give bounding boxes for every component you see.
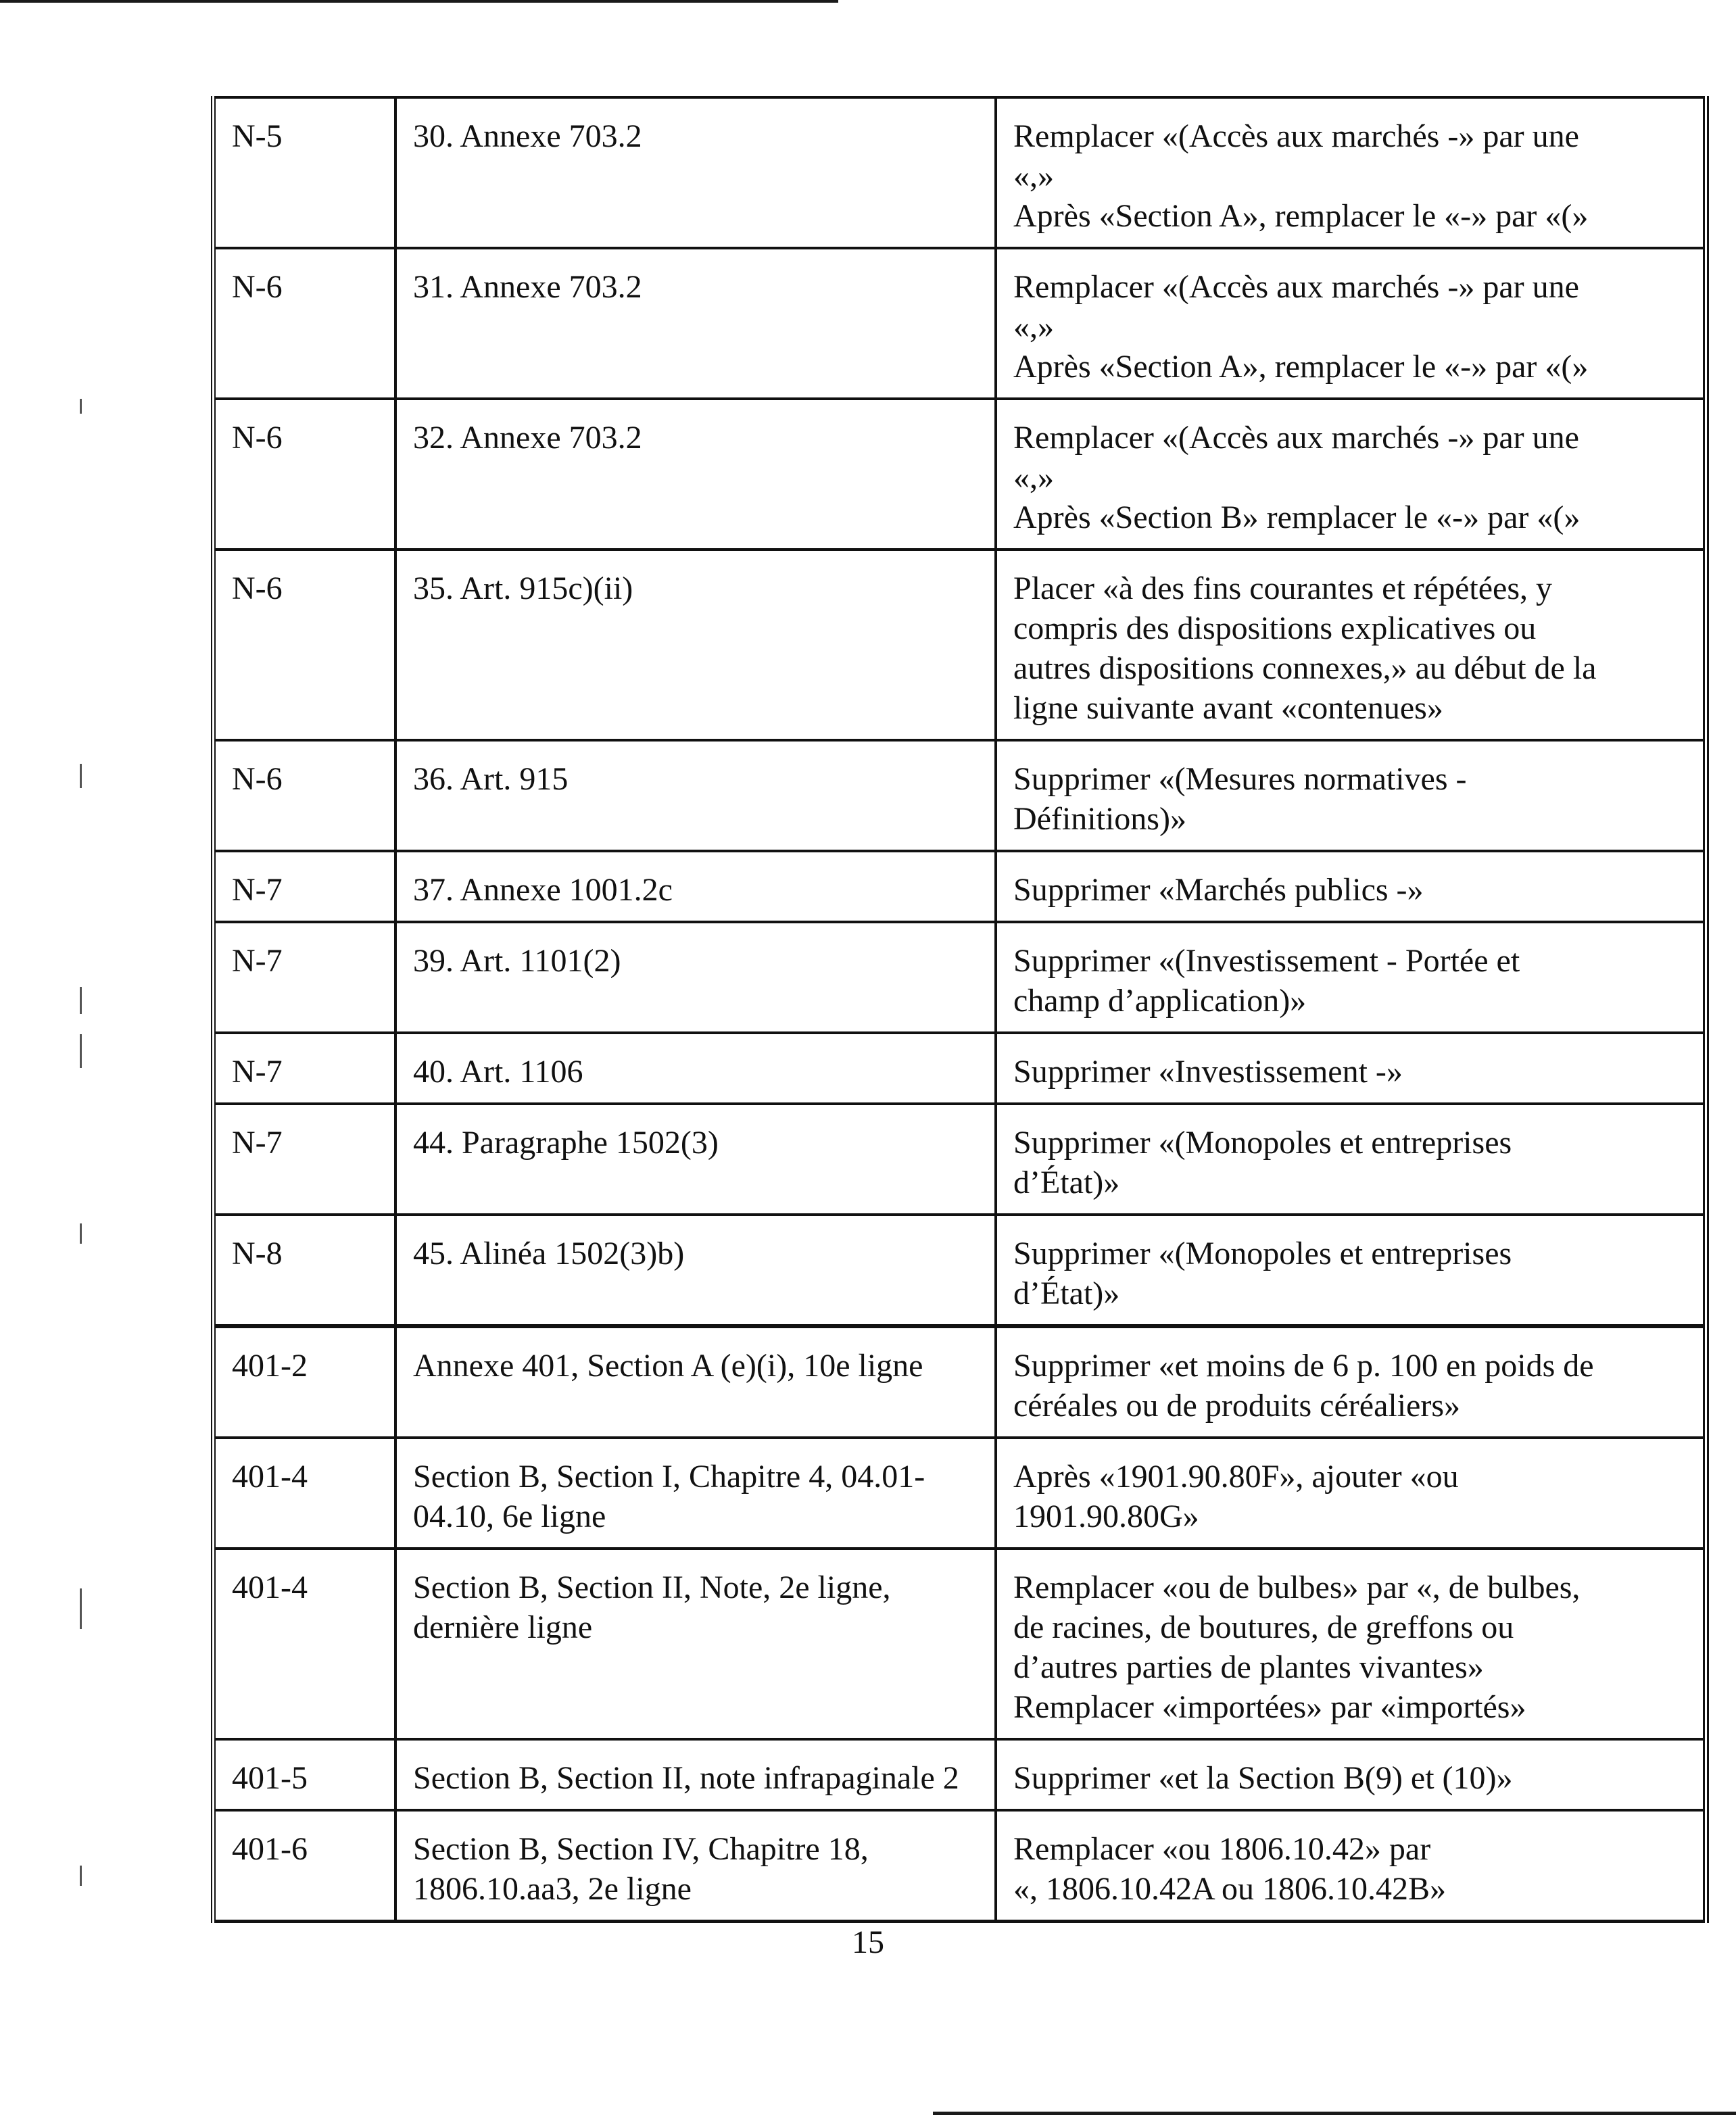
change-line: Supprimer «(Monopoles et entreprises [1013, 1236, 1512, 1271]
page-cell: N-7 [214, 1033, 396, 1104]
change-cell [996, 1033, 1706, 1104]
scan-mark [80, 1588, 82, 1629]
change-line: Supprimer «et la Section B(9) et (10)» [1013, 1760, 1513, 1796]
change-cell [996, 1326, 1706, 1438]
table-row [214, 248, 1706, 399]
page-cell: N-7 [214, 851, 396, 922]
change-line: Supprimer «(Monopoles et entreprises [1013, 1125, 1512, 1161]
change-cell [996, 1549, 1706, 1739]
table-row [214, 922, 1706, 1033]
reference-cell: 44. Paragraphe 1502(3) [395, 1104, 996, 1215]
change-line: Supprimer «(Mesures normatives - [1013, 761, 1467, 797]
scan-edge-top [0, 0, 838, 3]
change-line: Après «1901.90.80F», ajouter «ou [1013, 1459, 1459, 1494]
change-cell [996, 1438, 1706, 1549]
change-cell [996, 1810, 1706, 1922]
change-line: autres dispositions connexes,» au début de la [1013, 650, 1597, 686]
reference-cell: 45. Alinéa 1502(3)b) [395, 1215, 996, 1326]
change-line: Supprimer «Investissement -» [1013, 1054, 1403, 1090]
change-line: Remplacer «ou 1806.10.42» par [1013, 1831, 1431, 1867]
table-row [214, 1810, 1706, 1922]
change-line: céréales ou de produits céréaliers» [1013, 1388, 1461, 1424]
table-row [214, 1739, 1706, 1810]
change-line: Placer «à des fins courantes et répétées, y [1013, 570, 1552, 606]
change-cell [996, 1215, 1706, 1326]
change-line: 1901.90.80G» [1013, 1499, 1199, 1534]
change-cell [996, 1104, 1706, 1215]
change-line: Remplacer «(Accès aux marchés -» par une [1013, 269, 1579, 305]
reference-cell: 36. Art. 915 [395, 740, 996, 851]
scan-mark [80, 1866, 82, 1886]
table-row [214, 1033, 1706, 1104]
page-cell: 401-4 [214, 1438, 396, 1549]
reference-cell: 30. Annexe 703.2 [395, 97, 996, 248]
scan-mark [80, 399, 82, 414]
change-line: «,» [1013, 309, 1054, 345]
change-cell [996, 97, 1706, 248]
table-row [214, 1326, 1706, 1438]
change-line: Définitions)» [1013, 801, 1186, 837]
reference-cell: 35. Art. 915c)(ii) [395, 550, 996, 740]
change-line: Supprimer «et moins de 6 p. 100 en poids de [1013, 1348, 1594, 1384]
reference-cell: 37. Annexe 1001.2c [395, 851, 996, 922]
change-line: «,» [1013, 460, 1054, 495]
change-line: Supprimer «Marchés publics -» [1013, 872, 1424, 908]
change-line: d’État)» [1013, 1275, 1120, 1311]
reference-cell: 32. Annexe 703.2 [395, 399, 996, 550]
reference-cell: Section B, Section IV, Chapitre 18, 1806.10.aa3, 2e ligne [395, 1810, 996, 1922]
change-cell [996, 399, 1706, 550]
page-cell: N-7 [214, 922, 396, 1033]
table-row [214, 550, 1706, 740]
change-line: Après «Section A», remplacer le «-» par «(» [1013, 349, 1589, 385]
reference-cell: Section B, Section I, Chapitre 4, 04.01-04.10, 6e ligne [395, 1438, 996, 1549]
page-cell: N-6 [214, 550, 396, 740]
change-line: Remplacer «ou de bulbes» par «, de bulbes, [1013, 1570, 1581, 1605]
change-line: d’État)» [1013, 1165, 1120, 1200]
change-cell [996, 740, 1706, 851]
change-line: Après «Section B» remplacer le «-» par «(» [1013, 500, 1581, 535]
change-line: Après «Section A», remplacer le «-» par «(» [1013, 198, 1589, 234]
page-cell: N-8 [214, 1215, 396, 1326]
change-cell [996, 1739, 1706, 1810]
page-number: 15 [852, 1924, 884, 1960]
page-cell: 401-2 [214, 1326, 396, 1438]
table-row [214, 399, 1706, 550]
page-cell: 401-6 [214, 1810, 396, 1922]
table-row [214, 1104, 1706, 1215]
change-cell [996, 248, 1706, 399]
change-line: ligne suivante avant «contenues» [1013, 690, 1443, 726]
page-cell: N-6 [214, 248, 396, 399]
change-line: compris des dispositions explicatives ou [1013, 610, 1537, 646]
table-row [214, 740, 1706, 851]
scan-mark [80, 987, 82, 1014]
reference-cell: Section B, Section II, note infrapaginale 2 [395, 1739, 996, 1810]
page-cell: N-6 [214, 740, 396, 851]
change-cell [996, 922, 1706, 1033]
change-cell [996, 550, 1706, 740]
change-line: de racines, de boutures, de greffons ou [1013, 1609, 1514, 1645]
scan-edge-bottom [933, 2112, 1736, 2115]
page-cell: N-6 [214, 399, 396, 550]
change-line: Supprimer «(Investissement - Portée et [1013, 943, 1520, 979]
page-cell: N-5 [214, 97, 396, 248]
change-line: Remplacer «(Accès aux marchés -» par une [1013, 420, 1579, 456]
change-cell [996, 851, 1706, 922]
reference-cell: Annexe 401, Section A (e)(i), 10e ligne [395, 1326, 996, 1438]
reference-cell: 39. Art. 1101(2) [395, 922, 996, 1033]
table-row [214, 1215, 1706, 1326]
corrections-table [211, 96, 1709, 1923]
table-row [214, 97, 1706, 248]
change-line: Remplacer «importées» par «importés» [1013, 1689, 1526, 1725]
change-line: «,» [1013, 158, 1054, 194]
reference-cell: Section B, Section II, Note, 2e ligne, dernière ligne [395, 1549, 996, 1739]
page-cell: 401-4 [214, 1549, 396, 1739]
reference-cell: 31. Annexe 703.2 [395, 248, 996, 399]
change-line: d’autres parties de plantes vivantes» [1013, 1649, 1484, 1685]
scan-mark [80, 1223, 82, 1244]
table-row [214, 851, 1706, 922]
table-row [214, 1438, 1706, 1549]
scan-mark [80, 764, 82, 788]
reference-cell: 40. Art. 1106 [395, 1033, 996, 1104]
change-line: champ d’application)» [1013, 983, 1307, 1019]
scan-mark [80, 1034, 82, 1068]
change-line: «, 1806.10.42A ou 1806.10.42B» [1013, 1871, 1447, 1907]
page-cell: N-7 [214, 1104, 396, 1215]
table-row [214, 1549, 1706, 1739]
page-cell: 401-5 [214, 1739, 396, 1810]
change-line: Remplacer «(Accès aux marchés -» par une [1013, 118, 1579, 154]
